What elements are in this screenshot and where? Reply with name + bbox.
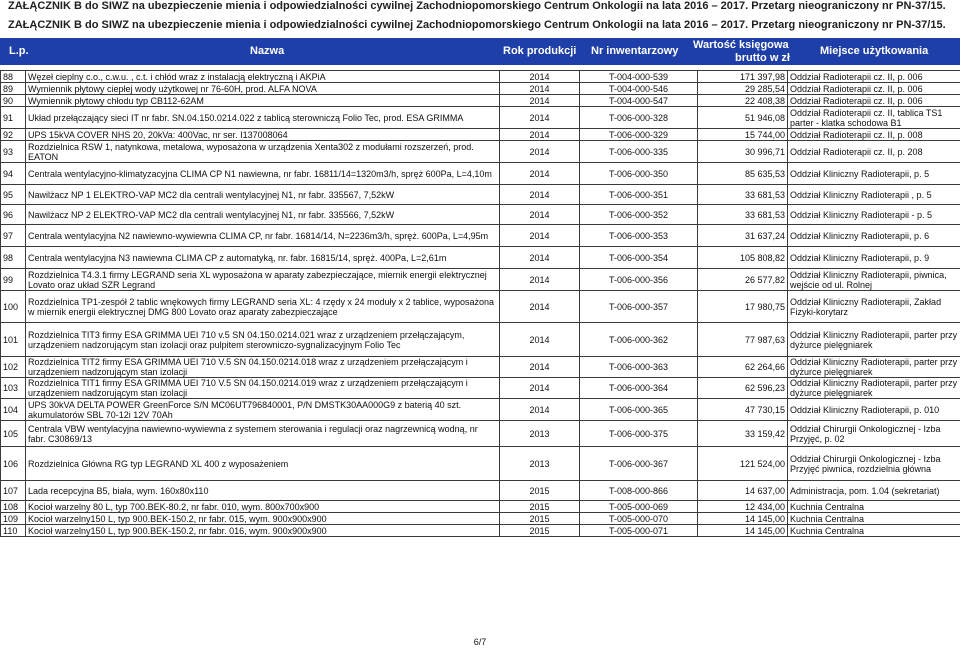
table-row — [1, 357, 960, 378]
header-line-1: ZAŁĄCZNIK B do SIWZ na ubezpieczenie mienia i odpowiedzialności cywilnej Zachodniopomorskiego Centrum Onkologii na lata 2016 – 2017. Przetarg nieograniczony nr PN-37/15. — [8, 0, 946, 12]
cell-name: Centrala wentylacyjno-klimatyzacyjna CLIMA CP N1 nawiewna, nr fabr. 16811/14=1320m3/h, spręż 600Pa, L=4,10m — [26, 163, 500, 185]
cell-year: 2014 — [500, 95, 580, 107]
cell-book-value: 171 397,98 — [698, 71, 788, 83]
cell-year: 2014 — [500, 291, 580, 323]
cell-year: 2014 — [500, 83, 580, 95]
cell-year: 2013 — [500, 421, 580, 447]
cell-book-value: 30 996,71 — [698, 141, 788, 163]
cell-year: 2013 — [500, 447, 580, 481]
cell-lp: 98 — [1, 247, 26, 269]
cell-year: 2015 — [500, 501, 580, 513]
cell-name: Centrala VBW wentylacyjna nawiewno-wywiewna z systemem sterowania i regulacji oraz nagrzewnicą wodną, nr fabr. C30869/13 — [26, 421, 500, 447]
cell-inventory-number: T-004-000-546 — [580, 83, 698, 95]
cell-location: Oddział Kliniczny Radioterapii, parter przy dyżurce pielęgniarek — [788, 378, 960, 399]
cell-book-value: 51 946,08 — [698, 107, 788, 129]
cell-book-value: 17 980,75 — [698, 291, 788, 323]
table-row — [1, 185, 960, 205]
cell-book-value: 12 434,00 — [698, 501, 788, 513]
cell-inventory-number: T-006-000-351 — [580, 185, 698, 205]
table-row — [1, 501, 960, 513]
cell-name: Rozdzielnica TIT2 firmy ESA GRIMMA UEI 710 V.5 SN 04.150.0214.018 wraz z urządzeniem przełączającym i urządzeniem nadzorującym stan izolacji — [26, 357, 500, 378]
table-row — [1, 107, 960, 129]
table-row — [1, 71, 960, 83]
inventory-table-body — [1, 71, 960, 537]
table-row — [1, 225, 960, 247]
cell-location: Oddział Kliniczny Radioterapii, Zakład Fizyki-korytarz — [788, 291, 960, 323]
cell-book-value: 29 285,54 — [698, 83, 788, 95]
cell-inventory-number: T-005-000-070 — [580, 513, 698, 525]
cell-name: Rozdzielnica Główna RG typ LEGRAND XL 400 z wyposażeniem — [26, 447, 500, 481]
cell-year: 2014 — [500, 107, 580, 129]
cell-year: 2014 — [500, 185, 580, 205]
table-row — [1, 247, 960, 269]
inventory-table — [0, 70, 960, 537]
cell-lp: 88 — [1, 71, 26, 83]
cell-book-value: 47 730,15 — [698, 399, 788, 421]
column-header-name: Nazwa — [250, 45, 285, 57]
cell-inventory-number: T-006-000-354 — [580, 247, 698, 269]
cell-location: Oddział Kliniczny Radioterapii , p. 5 — [788, 185, 960, 205]
cell-inventory-number: T-005-000-071 — [580, 525, 698, 537]
cell-lp: 99 — [1, 269, 26, 291]
cell-book-value: 31 637,24 — [698, 225, 788, 247]
cell-year: 2015 — [500, 525, 580, 537]
cell-name: Centrala wentylacyjna N3 nawiewna CLIMA CP z automatyką, nr. fabr. 16815/14, spręż. 400Pa, L=2,61m — [26, 247, 500, 269]
cell-lp: 106 — [1, 447, 26, 481]
column-header-year: Rok produkcji — [503, 45, 577, 57]
cell-book-value: 14 145,00 — [698, 513, 788, 525]
cell-location: Oddział Chirurgii Onkologicznej - Izba Przyjęć, p. 02 — [788, 421, 960, 447]
cell-year: 2014 — [500, 71, 580, 83]
cell-lp: 108 — [1, 501, 26, 513]
cell-book-value: 33 681,53 — [698, 185, 788, 205]
column-header-location: Miejsce użytkowania — [820, 45, 929, 57]
cell-name: Wymiennik płytowy chłodu typ CB112-62AM — [26, 95, 500, 107]
table-row — [1, 83, 960, 95]
page-number: 6/7 — [473, 637, 487, 647]
table-row — [1, 163, 960, 185]
cell-location: Oddział Kliniczny Radioterapii, parter przy dyżurce pielęgniarek — [788, 357, 960, 378]
cell-lp: 103 — [1, 378, 26, 399]
cell-lp: 104 — [1, 399, 26, 421]
cell-year: 2014 — [500, 378, 580, 399]
cell-name: Rozdzielnica TIT1 firmy ESA GRIMMA UEI 710 V.5 SN 04.150.0214.019 wraz z urządzeniem przełączającym i urządzeniem nadzorującym stan izolacji — [26, 378, 500, 399]
cell-name: Rozdzielnica TIT3 firmy ESA GRIMMA UEI 710 v.5 SN 04.150.0214.021 wraz z urządzeniem przełączającym, urządzeniem nadzorującym stan izolacji oraz pulpitem sterowniczo-sygnalizacyjnym Folio Tec — [26, 323, 500, 357]
cell-book-value: 62 596,23 — [698, 378, 788, 399]
cell-lp: 105 — [1, 421, 26, 447]
cell-inventory-number: T-006-000-352 — [580, 205, 698, 225]
cell-inventory-number: T-006-000-353 — [580, 225, 698, 247]
table-row — [1, 205, 960, 225]
cell-lp: 97 — [1, 225, 26, 247]
cell-name: Wymiennik płytowy ciepłej wody użytkowej nr 76-60H, prod. ALFA NOVA — [26, 83, 500, 95]
cell-lp: 96 — [1, 205, 26, 225]
cell-inventory-number: T-006-000-350 — [580, 163, 698, 185]
cell-location: Oddział Kliniczny Radioterapii, p. 9 — [788, 247, 960, 269]
column-header-lp: L.p. — [9, 45, 29, 57]
column-header-inventory: Nr inwentarzowy — [591, 45, 679, 57]
cell-location: Oddział Radioterapii cz. II, p. 006 — [788, 71, 960, 83]
cell-book-value: 62 264,66 — [698, 357, 788, 378]
cell-book-value: 105 808,82 — [698, 247, 788, 269]
cell-inventory-number: T-008-000-866 — [580, 481, 698, 501]
cell-lp: 91 — [1, 107, 26, 129]
cell-name: Rozdzielnica RSW 1, natynkowa, metalowa, wyposażona w urządzenia Xenta302 z modułami rozszerzeń, prod. EATON — [26, 141, 500, 163]
cell-inventory-number: T-006-000-365 — [580, 399, 698, 421]
column-header-row — [0, 38, 960, 65]
cell-lp: 110 — [1, 525, 26, 537]
cell-inventory-number: T-006-000-329 — [580, 129, 698, 141]
table-row — [1, 323, 960, 357]
cell-inventory-number: T-006-000-375 — [580, 421, 698, 447]
cell-year: 2015 — [500, 513, 580, 525]
table-row — [1, 481, 960, 501]
cell-location: Kuchnia Centralna — [788, 525, 960, 537]
table-row — [1, 513, 960, 525]
cell-book-value: 77 987,63 — [698, 323, 788, 357]
cell-inventory-number: T-004-000-547 — [580, 95, 698, 107]
cell-lp: 102 — [1, 357, 26, 378]
column-header-value-line1: Wartość księgowa — [693, 39, 789, 51]
cell-name: UPS 15kVA COVER NHS 20, 20kVa: 400Vac, nr ser. I137008064 — [26, 129, 500, 141]
cell-location: Oddział Kliniczny Radioterapii, piwnica, wejście od ul. Rolnej — [788, 269, 960, 291]
cell-inventory-number: T-006-000-356 — [580, 269, 698, 291]
cell-location: Oddział Radioterapii cz. II, p. 208 — [788, 141, 960, 163]
table-row — [1, 447, 960, 481]
cell-book-value: 14 145,00 — [698, 525, 788, 537]
table-row — [1, 399, 960, 421]
cell-year: 2014 — [500, 323, 580, 357]
cell-name: Nawilżacz NP 2 ELEKTRO-VAP MC2 dla centrali wentylacyjnej N1, nr fabr. 335566, 7,52kW — [26, 205, 500, 225]
cell-name: Kocioł warzelny150 L, typ 900.BEK-150.2, nr fabr. 016, wym. 900x900x900 — [26, 525, 500, 537]
cell-name: Lada recepcyjna B5, biała, wym. 160x80x110 — [26, 481, 500, 501]
cell-location: Oddział Radioterapii cz. II, p. 006 — [788, 83, 960, 95]
cell-year: 2014 — [500, 141, 580, 163]
column-header-value-line2: brutto w zł — [735, 52, 790, 64]
cell-year: 2014 — [500, 269, 580, 291]
cell-inventory-number: T-004-000-539 — [580, 71, 698, 83]
cell-lp: 92 — [1, 129, 26, 141]
table-row — [1, 141, 960, 163]
header-line-2: ZAŁĄCZNIK B do SIWZ na ubezpieczenie mienia i odpowiedzialności cywilnej Zachodniopomorskiego Centrum Onkologii na lata 2016 – 2017. Przetarg nieograniczony nr PN-37/15. — [8, 19, 946, 31]
cell-inventory-number: T-005-000-069 — [580, 501, 698, 513]
cell-name: Rozdzielnica TP1-zespół 2 tablic wnękowych firmy LEGRAND seria XL: 4 rzędy x 24 moduły x 2 tablice, wyposażona w miernik energii elektrycznej DMG 800 Lovato oraz aparaty zabezpieczające — [26, 291, 500, 323]
cell-year: 2014 — [500, 225, 580, 247]
cell-name: Układ przełączający sieci IT nr fabr. SN.04.150.0214.022 z tablicą sterowniczą Folio Tec, prod. ESA GRIMMA — [26, 107, 500, 129]
cell-year: 2014 — [500, 357, 580, 378]
cell-book-value: 85 635,53 — [698, 163, 788, 185]
cell-name: UPS 30kVA DELTA POWER GreenForce S/N MC06UT796840001, P/N DMSTK30AA000G9 z baterią 40 szt. akumulatorów SBL 70-12i 12V 70Ah — [26, 399, 500, 421]
cell-year: 2014 — [500, 399, 580, 421]
cell-name: Kocioł warzelny 80 L, typ 700.BEK-80.2, nr fabr. 010, wym. 800x700x900 — [26, 501, 500, 513]
cell-location: Oddział Kliniczny Radioterapii, p. 5 — [788, 163, 960, 185]
cell-location: Oddział Kliniczny Radioterapii - p. 5 — [788, 205, 960, 225]
cell-year: 2015 — [500, 481, 580, 501]
cell-location: Oddział Kliniczny Radioterapii, parter przy dyżurce pielęgniarek — [788, 323, 960, 357]
cell-lp: 89 — [1, 83, 26, 95]
cell-book-value: 121 524,00 — [698, 447, 788, 481]
cell-book-value: 15 744,00 — [698, 129, 788, 141]
cell-location: Administracja, pom. 1.04 (sekretariat) — [788, 481, 960, 501]
cell-inventory-number: T-006-000-357 — [580, 291, 698, 323]
cell-inventory-number: T-006-000-328 — [580, 107, 698, 129]
cell-name: Węzeł cieplny c.o., c.w.u. , c.t. i chłód wraz z instalacją elektryczną i AKPiA — [26, 71, 500, 83]
table-row — [1, 129, 960, 141]
cell-location: Oddział Radioterapii cz. II, tablica TS1 parter - klatka schodowa B1 — [788, 107, 960, 129]
cell-inventory-number: T-006-000-364 — [580, 378, 698, 399]
cell-inventory-number: T-006-000-335 — [580, 141, 698, 163]
cell-year: 2014 — [500, 129, 580, 141]
table-row — [1, 525, 960, 537]
cell-location: Kuchnia Centralna — [788, 501, 960, 513]
cell-location: Oddział Kliniczny Radioterapii, p. 010 — [788, 399, 960, 421]
cell-year: 2014 — [500, 163, 580, 185]
cell-lp: 93 — [1, 141, 26, 163]
cell-location: Oddział Radioterapii cz. II, p. 008 — [788, 129, 960, 141]
cell-year: 2014 — [500, 205, 580, 225]
cell-lp: 100 — [1, 291, 26, 323]
table-row — [1, 378, 960, 399]
cell-inventory-number: T-006-000-362 — [580, 323, 698, 357]
cell-name: Rozdzielnica T4.3.1 firmy LEGRAND seria XL wyposażona w aparaty zabezpieczające, miernik energii elektrycznej Lovato oraz układ SZR Legrand — [26, 269, 500, 291]
cell-lp: 101 — [1, 323, 26, 357]
cell-lp: 107 — [1, 481, 26, 501]
cell-year: 2014 — [500, 247, 580, 269]
cell-location: Oddział Kliniczny Radioterapii, p. 6 — [788, 225, 960, 247]
cell-location: Kuchnia Centralna — [788, 513, 960, 525]
cell-lp: 95 — [1, 185, 26, 205]
table-row — [1, 291, 960, 323]
table-row — [1, 269, 960, 291]
cell-location: Oddział Chirurgii Onkologicznej - Izba Przyjęć piwnica, rozdzielnia główna — [788, 447, 960, 481]
cell-lp: 94 — [1, 163, 26, 185]
cell-book-value: 14 637,00 — [698, 481, 788, 501]
document-header — [0, 0, 960, 38]
cell-name: Centrala wentylacyjna N2 nawiewno-wywiewna CLIMA CP, nr fabr. 16814/14, N=2236m3/h, spręż. 600Pa, L=4,95m — [26, 225, 500, 247]
cell-location: Oddział Radioterapii cz. II, p. 006 — [788, 95, 960, 107]
cell-inventory-number: T-006-000-367 — [580, 447, 698, 481]
cell-lp: 109 — [1, 513, 26, 525]
cell-book-value: 26 577,82 — [698, 269, 788, 291]
table-row — [1, 421, 960, 447]
cell-lp: 90 — [1, 95, 26, 107]
table-row — [1, 95, 960, 107]
cell-name: Kocioł warzelny150 L, typ 900.BEK-150.2, nr fabr. 015, wym. 900x900x900 — [26, 513, 500, 525]
cell-book-value: 22 408,38 — [698, 95, 788, 107]
cell-inventory-number: T-006-000-363 — [580, 357, 698, 378]
cell-name: Nawilżacz NP 1 ELEKTRO-VAP MC2 dla centrali wentylacyjnej N1, nr fabr. 335567, 7,52kW — [26, 185, 500, 205]
cell-book-value: 33 681,53 — [698, 205, 788, 225]
cell-book-value: 33 159,42 — [698, 421, 788, 447]
